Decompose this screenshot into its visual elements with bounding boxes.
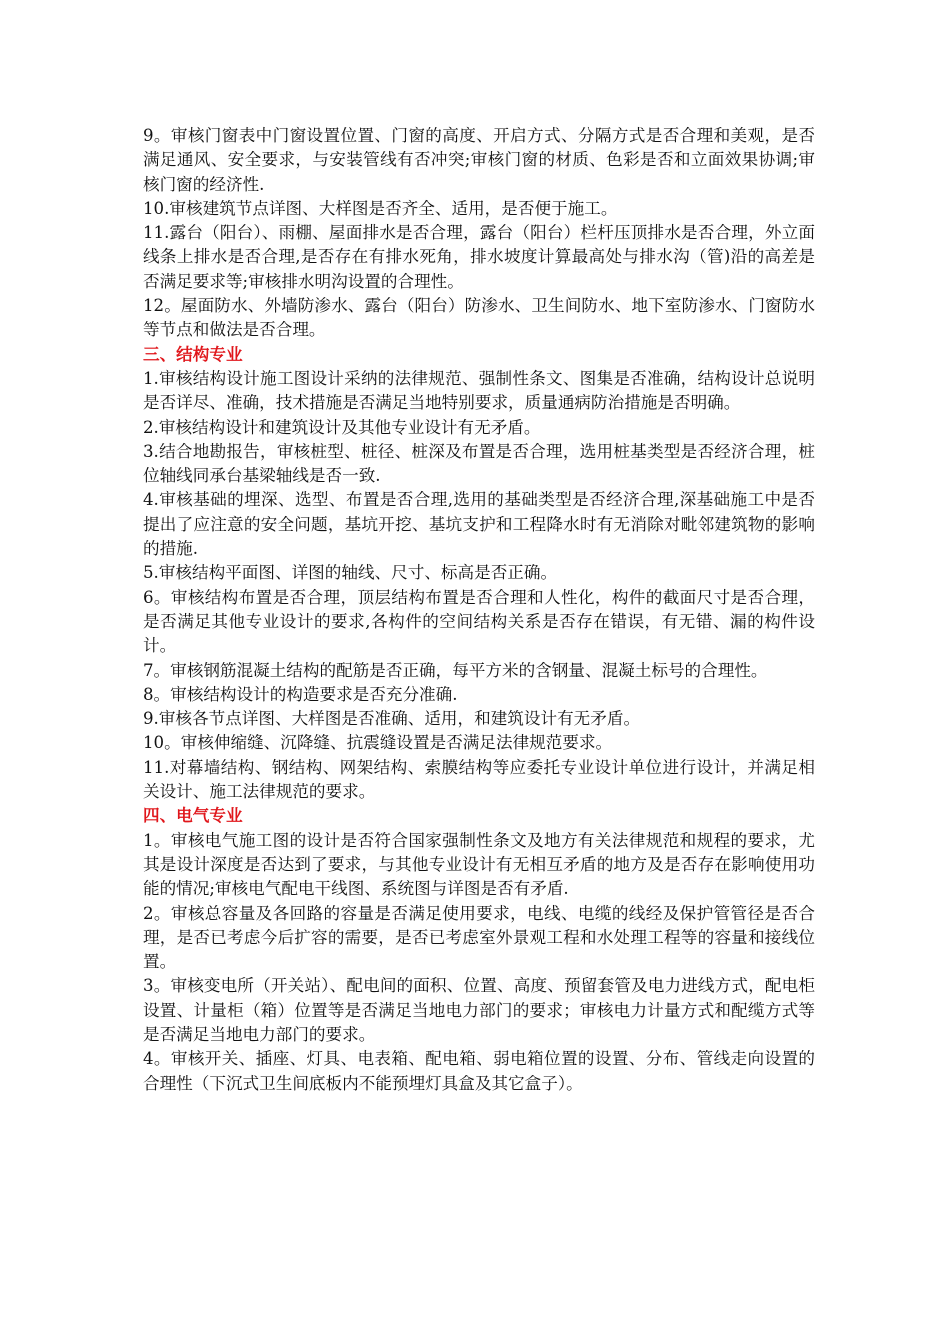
electrical-item-1: 1。审核电气施工图的设计是否符合国家强制性条文及地方有关法律规范和规程的要求，尤其是设计深度是否达到了要求，与其他专业设计有无相互矛盾的地方及是否存在影响使用功能的情况;审核电气配电干线图、系统图与详图是否有矛盾. <box>143 830 815 899</box>
structure-item-8: 8。审核结构设计的构造要求是否充分准确. <box>143 684 458 704</box>
structure-item-5: 5.审核结构平面图、详图的轴线、尺寸、标高是否正确。 <box>143 563 558 583</box>
structure-item-6: 6。审核结构布置是否合理，顶层结构布置是否合理和人性化，构件的截面尺寸是否合理，是否满足其他专业设计的要求,各构件的空间结构关系是否存在错误，有无错、漏的构件设计。 <box>143 587 815 656</box>
structure-heading: 三、结构专业 <box>143 344 243 364</box>
structure-item-10: 10。审核伸缩缝、沉降缝、抗震缝设置是否满足法律规范要求。 <box>143 733 613 753</box>
arch-item-11: 11.露台（阳台）、雨棚、屋面排水是否合理，露台（阳台）栏杆压顶排水是否合理，外立面线条上排水是否合理,是否存在有排水死角，排水坡度计算最高处与排水沟（管)沿的高差是否满足要求等;审核排水明沟设置的合理性。 <box>143 223 815 291</box>
structure-item-4: 4.审核基础的埋深、选型、布置是否合理,选用的基础类型是否经济合理,深基础施工中是否提出了应注意的安全问题，基坑开挖、基坑支护和工程降水时有无消除对毗邻建筑物的影响的措施. <box>143 490 815 559</box>
electrical-item-3: 3。审核变电所（开关站）、配电间的面积、位置、高度、预留套管及电力进线方式，配电柜设置、计量柜（箱）位置等是否满足当地电力部门的要求；审核电力计量方式和配缆方式等是否满足当地电力部门的要求。 <box>143 976 815 1044</box>
arch-item-9: 9。审核门窗表中门窗设置位置、门窗的高度、开启方式、分隔方式是否合理和美观，是否满足通风、安全要求，与安装管线有否冲突;审核门窗的材质、色彩是否和立面效果协调;审核门窗的经济性. <box>143 126 815 194</box>
electrical-section <box>143 804 815 1096</box>
arch-item-10: 10.审核建筑节点详图、大样图是否齐全、适用，是否便于施工。 <box>143 198 618 218</box>
electrical-item-2: 2。审核总容量及各回路的容量是否满足使用要求，电线、电缆的线经及保护管管径是否合理，是否已考虑今后扩容的需要，是否已考虑室外景观工程和水处理工程等的容量和接线位置。 <box>143 903 815 972</box>
structure-item-9: 9.审核各节点详图、大样图是否准确、适用，和建筑设计有无矛盾。 <box>143 709 641 729</box>
structure-item-1: 1.审核结构设计施工图设计采纳的法律规范、强制性条文、图集是否准确，结构设计总说明是否详尽、准确，技术措施是否满足当地特别要求，质量通病防治措施是否明确。 <box>143 368 815 413</box>
structure-item-3: 3.结合地勘报告，审核桩型、桩径、桩深及布置是否合理，选用桩基类型是否经济合理，桩位轴线同承台基梁轴线是否一致. <box>143 441 815 486</box>
structure-item-11: 11.对幕墙结构、钢结构、网架结构、索膜结构等应委托专业设计单位进行设计，并满足相关设计、施工法律规范的要求。 <box>143 757 815 802</box>
architecture-section-continued <box>143 124 815 343</box>
electrical-heading: 四、电气专业 <box>143 806 243 826</box>
structure-item-2: 2.审核结构设计和建筑设计及其他专业设计有无矛盾。 <box>143 417 541 437</box>
electrical-item-4: 4。审核开关、插座、灯具、电表箱、配电箱、弱电箱位置的设置、分布、管线走向设置的合理性（下沉式卫生间底板内不能预埋灯具盒及其它盒子）。 <box>143 1049 815 1093</box>
structure-section <box>143 343 815 805</box>
arch-item-12: 12。屋面防水、外墙防渗水、露台（阳台）防渗水、卫生间防水、地下室防渗水、门窗防水等节点和做法是否合理。 <box>143 296 815 340</box>
structure-item-7: 7。审核钢筋混凝土结构的配筋是否正确，每平方米的含钢量、混凝土标号的合理性。 <box>143 660 768 680</box>
document-page <box>143 124 815 1096</box>
